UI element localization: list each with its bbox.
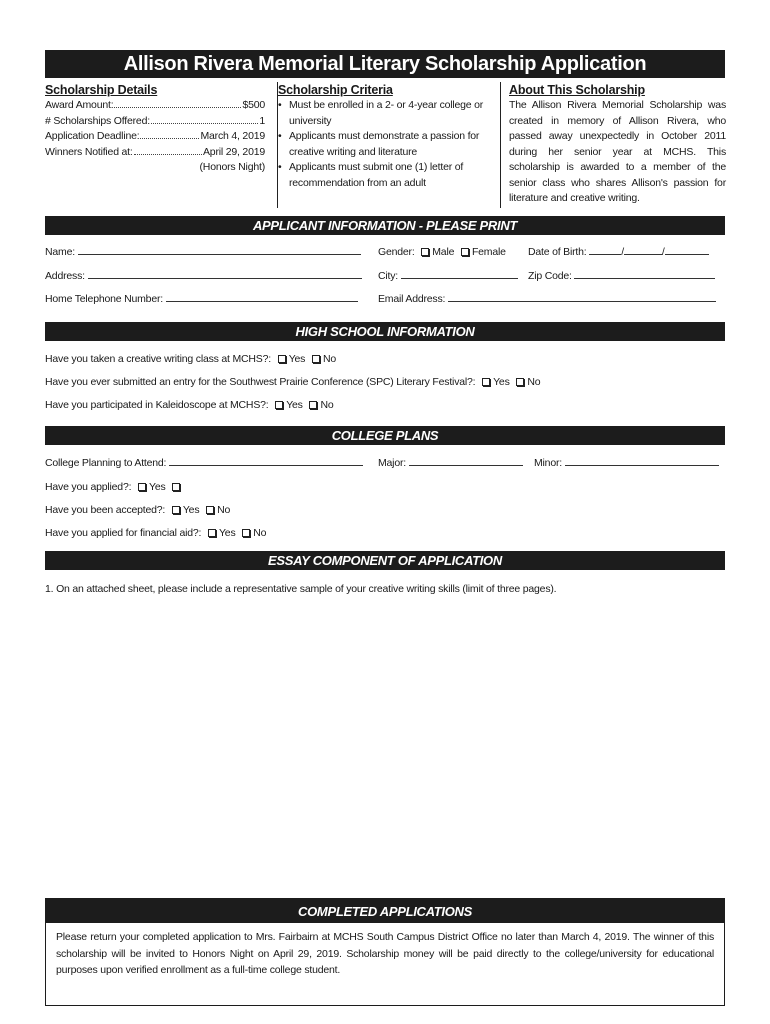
- criteria-item: • Must be enrolled in a 2- or 4-year college or university: [278, 98, 497, 129]
- gender-field: [378, 245, 506, 259]
- leader-dots: [151, 115, 258, 124]
- dob-field[interactable]: Date of Birth: / /: [528, 245, 709, 259]
- address-input-line[interactable]: [88, 269, 362, 279]
- minor-input-line[interactable]: [565, 456, 719, 466]
- male-label: Male: [432, 246, 455, 258]
- city-label: City:: [378, 270, 399, 282]
- award-amount-value: $500: [242, 99, 265, 111]
- no-label: No: [527, 376, 541, 388]
- yes-label: Yes: [218, 527, 236, 539]
- criteria-list: [278, 98, 497, 191]
- dob-day-line[interactable]: [624, 245, 662, 255]
- name-field[interactable]: [45, 245, 361, 259]
- winners-notified-row: [45, 145, 265, 161]
- details-heading: Scholarship Details: [45, 83, 158, 97]
- winners-notified-label: Winners Notified at:: [45, 145, 133, 158]
- college-question-3: [45, 526, 266, 540]
- yes-label: Yes: [286, 399, 303, 411]
- hs-question-1-text: Have you taken a creative writing class at MCHS?:: [45, 353, 271, 365]
- phone-field[interactable]: [45, 292, 358, 306]
- deadline-value: March 4, 2019: [200, 130, 265, 142]
- hs-question-2: [45, 375, 540, 389]
- no-checkbox[interactable]: [242, 529, 250, 537]
- dob-label: Date of Birth:: [528, 246, 587, 258]
- winners-notified-value: April 29, 2019: [203, 145, 265, 158]
- deadline-row: [45, 129, 265, 145]
- hs-question-3: [45, 398, 333, 412]
- about-scholarship: [500, 82, 726, 208]
- email-label: Email Address:: [378, 293, 446, 305]
- yes-checkbox[interactable]: [138, 483, 146, 491]
- award-amount-row: [45, 98, 265, 114]
- gender-label: Gender:: [378, 246, 415, 258]
- essay-instruction: 1. On an attached sheet, please include a representative sample of your creative writing skills (limit of three pages).: [45, 583, 557, 595]
- female-label: Female: [471, 246, 506, 258]
- email-field[interactable]: [378, 292, 716, 306]
- yes-label: Yes: [149, 481, 166, 493]
- college-section-header: COLLEGE PLANS: [45, 426, 725, 445]
- address-field[interactable]: [45, 269, 362, 283]
- female-checkbox[interactable]: [461, 248, 469, 256]
- scholarship-details: [45, 82, 265, 176]
- scholarships-offered-label: # Scholarships Offered:: [45, 114, 150, 127]
- major-label: Major:: [378, 457, 406, 469]
- completed-instructions: Please return your completed application to Mrs. Fairbairn at MCHS South Campus District Office no later than March 4, 2019. The winner of this scholarship will be invited to Honors Night on April 29, 2019. Scholarship money will be paid directly to the college/university for educational purposes upon verified enrollment as a full-time college student.: [56, 931, 714, 976]
- no-label: No: [322, 353, 336, 365]
- zip-field[interactable]: [528, 269, 715, 283]
- zip-label: Zip Code:: [528, 270, 572, 282]
- no-checkbox[interactable]: [172, 483, 180, 491]
- name-input-line[interactable]: [78, 245, 361, 255]
- hs-question-3-text: Have you participated in Kaleidoscope at MCHS?:: [45, 399, 269, 411]
- college-question-2-text: Have you been accepted?:: [45, 504, 166, 516]
- hs-question-1: [45, 352, 336, 366]
- deadline-label: Application Deadline:: [45, 130, 140, 142]
- phone-label: Home Telephone Number:: [45, 293, 163, 305]
- yes-checkbox[interactable]: [208, 529, 216, 537]
- winners-notified-note: (Honors Night): [199, 161, 265, 173]
- completed-applications-box: [45, 898, 725, 1006]
- yes-label: Yes: [493, 376, 510, 388]
- leader-dots: [114, 99, 241, 108]
- leader-dots: [134, 146, 202, 155]
- male-checkbox[interactable]: [421, 248, 429, 256]
- address-label: Address:: [45, 270, 85, 282]
- major-field[interactable]: [378, 456, 523, 470]
- scholarship-criteria: [277, 82, 497, 208]
- yes-checkbox[interactable]: [278, 355, 286, 363]
- college-question-2: [45, 503, 230, 517]
- about-text: The Allison Rivera Memorial Scholarship was created in memory of Allison Rivera, who passed away unexpectedly in October 2011 during her senior year at MCHS. This scholarship is awarded to a member of the senior class who shares Allison's passion for literature and creative writing.: [509, 99, 726, 204]
- page-title: Allison Rivera Memorial Literary Scholarship Application: [45, 50, 725, 78]
- criteria-item: • Applicants must submit one (1) letter of recommendation from an adult: [278, 160, 497, 191]
- no-checkbox[interactable]: [516, 378, 524, 386]
- criteria-item: • Applicants must demonstrate a passion for creative writing and literature: [278, 129, 497, 160]
- leader-dots: [140, 130, 199, 139]
- city-input-line[interactable]: [401, 269, 518, 279]
- college-planning-field[interactable]: [45, 456, 363, 470]
- yes-checkbox[interactable]: [172, 506, 180, 514]
- college-question-1-text: Have you applied?:: [45, 481, 132, 493]
- college-planning-label: College Planning to Attend:: [45, 457, 167, 469]
- zip-input-line[interactable]: [574, 269, 715, 279]
- city-field[interactable]: [378, 269, 518, 283]
- yes-checkbox[interactable]: [275, 401, 283, 409]
- criteria-heading: Scholarship Criteria: [278, 83, 393, 97]
- scholarships-offered-value: 1: [259, 114, 265, 127]
- name-label: Name:: [45, 246, 75, 258]
- scholarships-offered-row: [45, 114, 265, 130]
- applicant-section-header: APPLICANT INFORMATION - PLEASE PRINT: [45, 216, 725, 235]
- hs-question-2-text: Have you ever submitted an entry for the Southwest Prairie Conference (SPC) Literary Festival?:: [45, 376, 476, 388]
- college-question-3-text: Have you applied for financial aid?:: [45, 527, 202, 539]
- email-input-line[interactable]: [448, 292, 716, 302]
- no-checkbox[interactable]: [312, 355, 320, 363]
- high-school-section-header: HIGH SCHOOL INFORMATION: [45, 322, 725, 341]
- no-label: No: [253, 527, 267, 539]
- completed-section-header: COMPLETED APPLICATIONS: [46, 899, 724, 923]
- yes-checkbox[interactable]: [482, 378, 490, 386]
- dob-year-line[interactable]: [665, 245, 709, 255]
- dob-month-line[interactable]: [589, 245, 621, 255]
- no-checkbox[interactable]: [206, 506, 214, 514]
- phone-input-line[interactable]: [166, 292, 358, 302]
- about-heading: About This Scholarship: [509, 83, 645, 97]
- college-question-1: [45, 480, 183, 494]
- no-checkbox[interactable]: [309, 401, 317, 409]
- major-input-line[interactable]: [409, 456, 523, 466]
- minor-field[interactable]: [534, 456, 719, 470]
- yes-label: Yes: [288, 353, 306, 365]
- yes-label: Yes: [182, 504, 200, 516]
- no-label: No: [217, 504, 231, 516]
- minor-label: Minor:: [534, 457, 562, 469]
- essay-section-header: ESSAY COMPONENT OF APPLICATION: [45, 551, 725, 570]
- award-amount-label: Award Amount:: [45, 99, 114, 111]
- no-label: No: [320, 399, 334, 411]
- college-planning-input-line[interactable]: [169, 456, 363, 466]
